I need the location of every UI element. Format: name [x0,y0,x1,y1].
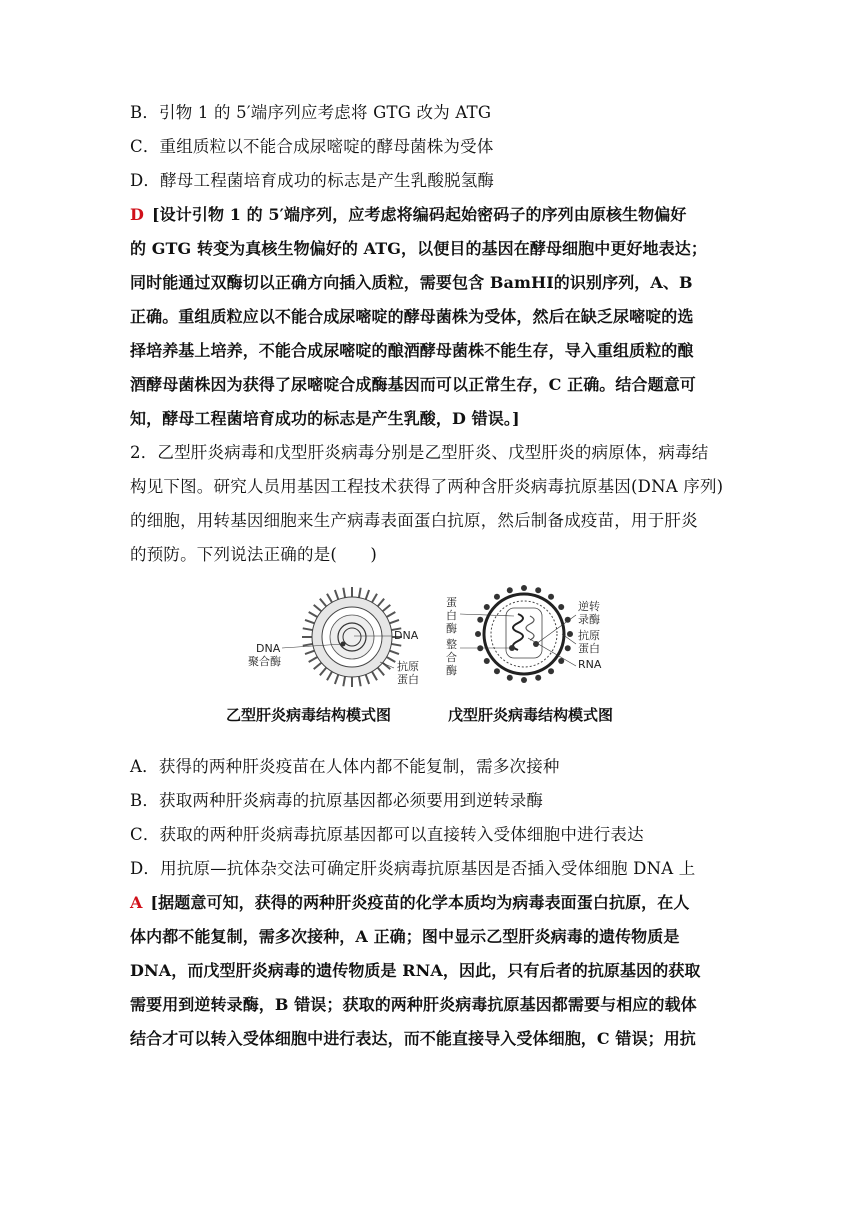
hev-surface-spike [494,668,500,674]
hev-surface-spike [507,675,513,681]
label-dna: DNA [394,629,419,642]
hbv-surface-spike [372,672,377,681]
hbv-surface-spike [387,612,396,617]
hev-surface-spike [507,587,513,593]
label-antigen-protein-2: 蛋白 [397,673,419,686]
label-rna: RNA [578,658,602,671]
hev-caption: 戊型肝炎病毒结构模式图 [448,706,614,724]
q2-explanation-line: A [据题意可知，获得的两种肝炎疫苗的化学本质均为病毒表面蛋白抗原，在人 [130,893,690,912]
label-dna-polymerase-1: DNA [256,642,281,655]
hbv-surface-spike [387,657,396,662]
hbv-surface-spike [359,588,361,598]
q2-stem-line: 的预防。下列说法正确的是( ) [130,545,378,564]
label-reverse-transcriptase-2: 录酶 [578,613,600,626]
q2-stem-line: 2．乙型肝炎病毒和戊型肝炎病毒分别是乙型肝炎、戊型肝炎的病原体，病毒结 [130,443,709,462]
q2-option-d: D．用抗原—抗体杂交法可确定肝炎病毒抗原基因是否插入受体细胞 DNA 上 [130,859,696,878]
q1-option-d: D．酵母工程菌培育成功的标志是产生乳酸脱氢酶 [130,171,495,190]
hbv-surface-spike [378,599,384,607]
hbv-surface-spike [366,590,369,599]
hbv-structure-diagram [242,582,442,692]
hbv-surface-spike [303,628,313,630]
label-integrase-1: 整 [446,638,457,651]
label-integrase-2: 合 [446,651,457,664]
q1-explanation-line: 正确。重组质粒应以不能合成尿嘧啶的酵母菌株为受体，然后在缺乏尿嘧啶的选 [130,307,694,326]
q1-explanation-line: 知，酵母工程菌培育成功的标志是产生乳酸，D 错误。] [130,409,520,428]
q2-explanation-line: 需要用到逆转录酶，B 错误；获取的两种肝炎病毒抗原基因都需要与相应的载体 [130,995,697,1014]
hev-surface-spike [521,677,527,683]
hbv-surface-spike [309,657,318,662]
hbv-surface-spike [366,675,369,684]
q2-answer-letter: A [130,893,143,912]
hev-surface-spike [548,668,554,674]
q2-option-c: C．获取的两种肝炎病毒抗原基因都可以直接转入受体细胞中进行表达 [130,825,644,844]
hbv-caption: 乙型肝炎病毒结构模式图 [226,706,392,724]
hbv-surface-spike [390,651,399,654]
hbv-surface-spike [391,644,401,646]
hev-surface-spike [535,675,541,681]
hbv-surface-spike [314,663,322,669]
hbv-surface-spike [305,620,314,623]
label-antigen-protein-1: 抗原 [397,660,419,673]
hbv-surface-spike [327,594,332,603]
hev-surface-spike [475,631,481,637]
document-page [130,96,732,1056]
hev-surface-spike [521,585,527,591]
hev-surface-spike [558,604,564,610]
hbv-surface-spike [309,612,318,617]
q1-explanation-line: D [设计引物 1 的 5′端序列，应考虑将编码起始密码子的序列由原核生物偏好 [130,205,687,224]
hbv-surface-spike [343,588,345,598]
hev-surface-spike [567,631,573,637]
hbv-surface-spike [327,672,332,681]
hbv-surface-spike [372,594,377,603]
virus-figure [130,582,732,750]
hev-surface-spike [477,617,483,623]
label-reverse-transcriptase-1: 逆转 [578,600,600,613]
hbv-surface-spike [305,651,314,654]
q1-answer-letter: D [130,205,144,224]
q2-option-a: A．获得的两种肝炎疫苗在人体内都不能复制，需多次接种 [130,757,560,776]
q2-explanation-line: 体内都不能复制，需多次接种，A 正确；图中显示乙型肝炎病毒的遗传物质是 [130,927,680,946]
hbv-surface-spike [335,590,338,599]
q2-explanation-line: DNA，而戊型肝炎病毒的遗传物质是 RNA，因此，只有后者的抗原基因的获取 [130,961,701,980]
hbv-surface-spike [314,605,322,611]
label-integrase-3: 酶 [446,664,457,677]
hbv-surface-spike [378,668,384,676]
hbv-surface-spike [383,605,391,611]
hev-surface-spike [484,658,490,664]
q1-explanation-line: 择培养基上培养，不能合成尿嘧啶的酿酒酵母菌株不能生存，导入重组质粒的酿 [130,341,694,360]
q2-stem-line: 的细胞，用转基因细胞来生产病毒表面蛋白抗原，然后制备成疫苗，用于肝炎 [130,511,698,530]
hbv-surface-spike [320,668,326,676]
label-dna-polymerase-2: 聚合酶 [248,655,281,668]
hbv-surface-spike [390,620,399,623]
q1-option-b: B．引物 1 的 5′端序列应考虑将 GTG 改为 ATG [130,103,492,122]
hbv-surface-spike [303,644,313,646]
hev-surface-spike [494,594,500,600]
label-protease-3: 酶 [446,622,457,635]
hbv-surface-spike [359,676,361,686]
label-protease-2: 白 [446,609,457,622]
label-antigen-protein-2: 蛋白 [578,642,600,655]
hev-surface-spike [535,587,541,593]
label-antigen-protein-1: 抗原 [578,629,600,642]
q2-explanation-line: 结合才可以转入受体细胞中进行表达，而不能直接导入受体细胞，C 错误；用抗 [130,1029,696,1048]
q1-explanation-line: 酒酵母菌株因为获得了尿嘧啶合成酶基因而可以正常生存，C 正确。结合题意可 [130,375,696,394]
q2-option-b: B．获取两种肝炎病毒的抗原基因都必须要用到逆转录酶 [130,791,544,810]
hbv-surface-spike [335,675,338,684]
q2-stem-line: 构见下图。研究人员用基因工程技术获得了两种含肝炎病毒抗原基因(DNA 序列) [130,477,724,496]
hev-structure-diagram [442,582,622,692]
hev-surface-spike [548,594,554,600]
hev-surface-spike [565,645,571,651]
hbv-surface-spike [343,676,345,686]
q1-explanation-line: 同时能通过双酶切以正确方向插入质粒，需要包含 BamHⅠ的识别序列，A、B [130,273,693,292]
hbv-surface-spike [320,599,326,607]
q1-explanation-line: 的 GTG 转变为真核生物偏好的 ATG，以便目的基因在酵母细胞中更好地表达； [130,239,707,258]
hev-surface-spike [484,604,490,610]
q1-option-c: C．重组质粒以不能合成尿嘧啶的酵母菌株为受体 [130,137,494,156]
label-protease-1: 蛋 [446,596,457,609]
